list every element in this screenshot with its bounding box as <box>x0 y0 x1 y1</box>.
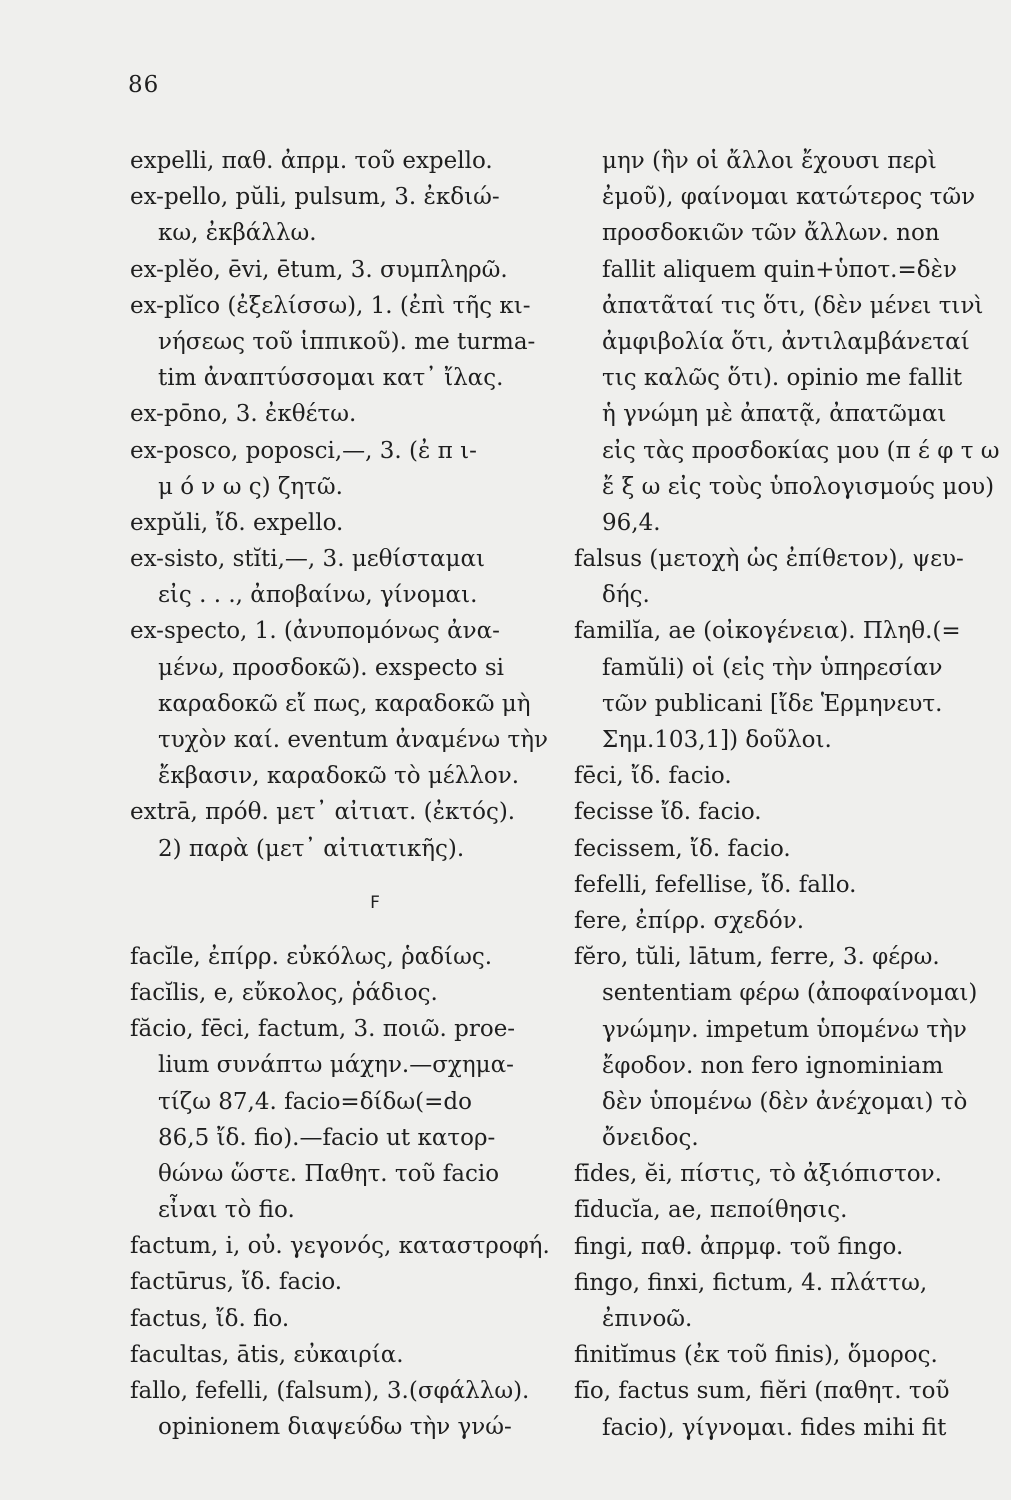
entry-line: 2) παρὰ (μετ᾿ αἰτιατικῆς). <box>158 835 465 862</box>
entry-line: μένω, προσδοκῶ). exspecto si <box>158 654 504 681</box>
entry-line: falsus (μετοχὴ ὡς ἐπίθετον), ψευ- <box>574 546 964 573</box>
entry-line: lium συνάπτω μάχην.—σχημα- <box>158 1052 514 1079</box>
entry-line: νήσεως τοῦ ἱππικοῦ). me turma- <box>158 328 536 355</box>
entry-line: opinionem διαψεύδω τὴν γνώ- <box>158 1414 512 1441</box>
entry-line: tim ἀναπτύσσομαι κατ᾿ ἴλας. <box>158 365 504 392</box>
entry-line: expŭli, ἴδ. expello. <box>130 509 344 536</box>
entry-line: ex-plĕo, ēvi, ētum, 3. συμπληρῶ. <box>130 256 508 283</box>
entry-line: ex-pōno, 3. ἐκθέτω. <box>130 401 357 428</box>
entry-line: δής. <box>602 582 650 609</box>
entry-line: ἐμοῦ), φαίνομαι κατώτερος τῶν <box>602 184 976 211</box>
entry-line: factus, ἴδ. fio. <box>130 1305 290 1332</box>
entry-line: fingi, παθ. ἀπρμφ. τοῦ fingo. <box>574 1233 904 1260</box>
entry-line: καραδοκῶ εἴ πως, καραδοκῶ μὴ <box>158 690 531 717</box>
entry-line: εἶναι τὸ fio. <box>158 1197 295 1224</box>
left-column <box>130 143 550 1445</box>
entry-line: θώνω ὥστε. Παθητ. τοῦ facio <box>158 1160 500 1187</box>
entry-line: fīdes, ĕi, πίστις, τὸ ἀξιόπιστον. <box>574 1161 942 1188</box>
page-number: 86 <box>128 72 160 98</box>
entry-line: fīducĭa, ae, πεποίθησις. <box>574 1197 848 1224</box>
entry-line: μην (ἣν οἱ ἄλλοι ἔχουσι περὶ <box>602 148 937 174</box>
entry-line: finitĭmus (ἐκ τοῦ finis), ὅμορος. <box>574 1342 938 1369</box>
entry-line: fefelli, fefellise, ἴδ. fallo. <box>574 871 857 898</box>
entry-line: ex-pello, pŭli, pulsum, 3. ἐκδιώ- <box>130 184 500 211</box>
entry-line: extrā, πρόθ. μετ᾿ αἰτιατ. (ἐκτός). <box>130 799 516 826</box>
entry-line: factūrus, ἴδ. facio. <box>130 1269 343 1296</box>
entry-line: ex-sisto, stĭti,—, 3. μεθίσταμαι <box>130 546 485 573</box>
entry-line: ex-plĭco (ἐξελίσσω), 1. (ἐπὶ τῆς κι- <box>130 292 531 319</box>
entry-line: ἔκβασιν, καραδοκῶ τὸ μέλλον. <box>158 763 520 790</box>
entry-line: Σημ.103,1]) δοῦλοι. <box>602 727 832 753</box>
entry-line: κω, ἐκβάλλω. <box>158 220 317 247</box>
entry-line: fingo, finxi, fictum, 4. πλάττω, <box>574 1269 928 1296</box>
entry-line: sententiam φέρω (ἀποφαίνομαι) <box>602 980 978 1007</box>
entry-line: ἔφοδον. non fero ignominiam <box>602 1052 944 1079</box>
entry-line: δὲν ὑπομένω (δὲν ἀνέχομαι) τὸ <box>602 1088 968 1115</box>
entry-line: εἰς τὰς προσδοκίας μου (π έ φ τ ω <box>602 437 1000 464</box>
entry-line: γνώμην. impetum ὑπομένω τὴν <box>602 1016 967 1043</box>
entry-line: εἰς . . ., ἀποβαίνω, γίνομαι. <box>158 582 478 609</box>
entry-line: ἔ ξ ω εἰς τοὺς ὑπολογισμούς μου) <box>602 473 995 500</box>
entry-line: făcio, fēci, factum, 3. ποιῶ. proe- <box>130 1016 516 1043</box>
entry-line: expelli, παθ. ἀπρμ. τοῦ expello. <box>130 148 493 174</box>
entry-line: τυχὸν καί. eventum ἀναμένω τὴν <box>158 727 548 753</box>
right-column <box>574 143 1000 1446</box>
entry-line: προσδοκιῶν τῶν ἄλλων. non <box>602 220 940 247</box>
entry-line: facĭle, ἐπίρρ. εὐκόλως, ῥαδίως. <box>130 943 493 970</box>
entry-line: fallo, fefelli, (falsum), 3.(σφάλλω). <box>130 1378 530 1404</box>
entry-line: facĭlis, e, εὔκολος, ῥάδιος. <box>130 979 438 1006</box>
entry-line: ἡ γνώμη μὲ ἀπατᾷ, ἀπατῶμαι <box>602 401 947 428</box>
entry-line: factum, i, οὐ. γεγονός, καταστροφή. <box>130 1233 550 1260</box>
entry-line: τις καλῶς ὅτι). opinio me fallit <box>602 365 963 392</box>
entry-line: facultas, ātis, εὐκαιρία. <box>130 1341 404 1368</box>
entry-line: μ ό ν ω ς) ζητῶ. <box>158 473 343 500</box>
entry-line: τῶν publicani [ἴδε Ἑρμηνευτ. <box>602 690 943 717</box>
entry-line: ex-posco, poposci,—, 3. (ἐ π ι- <box>130 437 477 464</box>
entry-line: 86,5 ἴδ. fio).—facio ut κατορ- <box>158 1124 496 1151</box>
entry-line: fecissem, ἴδ. facio. <box>574 835 791 862</box>
entry-line: ἐπινοῶ. <box>602 1306 693 1332</box>
entry-line: τίζω 87,4. facio=δίδω(=do <box>158 1088 472 1115</box>
entry-line: fīo, factus sum, fiĕri (παθητ. τοῦ <box>574 1378 950 1405</box>
entry-line: ἀμφιβολία ὅτι, ἀντιλαμβάνεταί <box>602 328 970 355</box>
entry-line: facio), γίγνομαι. fides mihi fit <box>602 1414 947 1441</box>
entry-line: fere, ἐπίρρ. σχεδόν. <box>574 907 805 934</box>
entry-line: 96,4. <box>602 509 661 536</box>
entry-line: fallit aliquem quin+ὑποτ.=δὲν <box>602 256 957 283</box>
entry-line: familĭa, ae (οἰκογένεια). Πληθ.(= <box>574 618 961 645</box>
entry-line: ὄνειδος. <box>602 1125 699 1152</box>
entry-line: fĕro, tŭli, lātum, ferre, 3. φέρω. <box>574 944 940 971</box>
entry-line: ex-specto, 1. (ἀνυπομόνως ἀνα- <box>130 618 500 645</box>
section-letter: F <box>370 892 380 913</box>
entry-line: fēci, ἴδ. facio. <box>574 763 732 790</box>
entry-line: famŭli) οἱ (εἰς τὴν ὑπηρεσίαν <box>602 654 943 681</box>
entry-line: fecisse ἴδ. facio. <box>574 799 762 826</box>
entry-line: ἀπατᾶταί τις ὅτι, (δὲν μένει τινὶ <box>602 292 984 319</box>
